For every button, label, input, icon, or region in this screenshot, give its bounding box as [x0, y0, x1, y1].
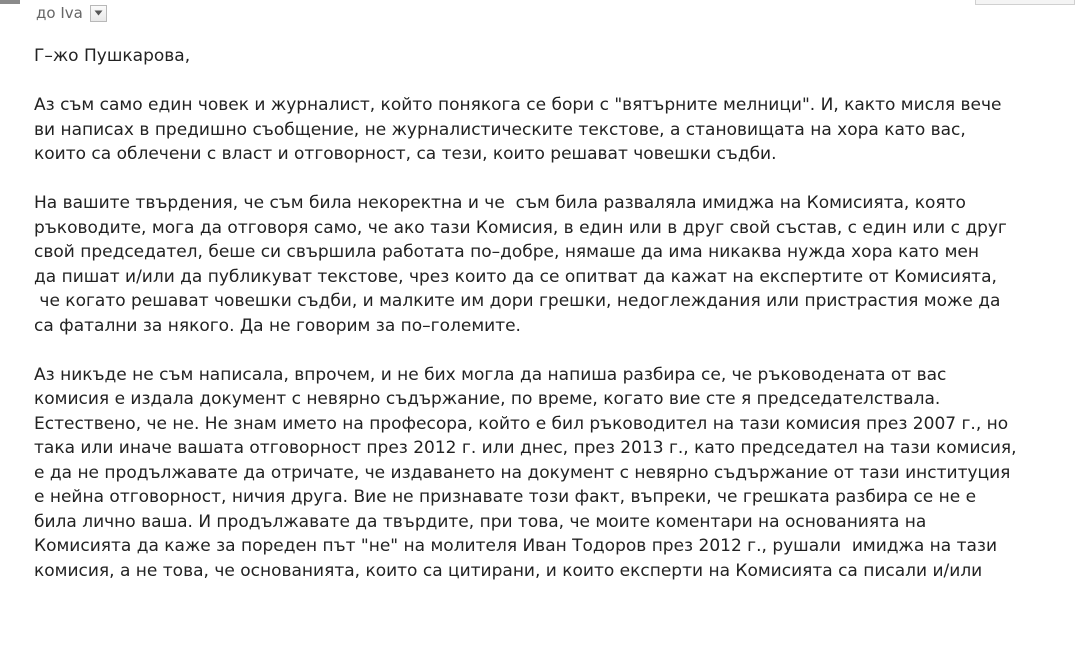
message-paragraph: [34, 93, 1064, 167]
sender-avatar: [0, 0, 20, 4]
message-paragraph: [34, 363, 1064, 584]
recipient-details-button[interactable]: [90, 5, 107, 22]
paragraph-line: са фатални за някого. Да не говорим за по–големите.: [34, 315, 521, 336]
paragraph-line: Комисията да каже за пореден път "не" на молителя Иван Тодоров през 2012 г., рушали имиджа на тази: [34, 536, 998, 556]
paragraph-line: че когато решават човешки съдби, и малките им дори грешки, недоглеждания или пристрастия може да: [34, 291, 1001, 311]
paragraph-line: била лично ваша. И продължавате да твърдите, при това, че моите коментари на основанията на: [34, 511, 927, 532]
paragraph-line: ръководите, мога да отговоря само, че ако тази Комисия, в един или в друг свой състав, с един или с друг: [34, 217, 1007, 238]
paragraph-line: е нейна отговорност, ничия друга. Вие не признавате този факт, въпреки, че грешката разбира се не е: [34, 487, 977, 507]
paragraph-line: така или иначе вашата отговорност през 2012 г. или днес, през 2013 г., като председател на тази комисия,: [34, 438, 1017, 458]
paragraph-line: ви написах в предишно съобщение, не журналистическите текстове, а становищата на хора като вас,: [34, 119, 966, 140]
message-body: [34, 44, 1064, 608]
chevron-down-icon: [94, 10, 103, 16]
paragraph-line: комисия е издала документ с невярно съдържание, по време, когато вие сте я председателствала.: [34, 389, 941, 409]
paragraph-line: свой председател, беше си свършила работата по–добре, нямаше да има никаква нужда хора като мен: [34, 242, 979, 262]
paragraph-line: Аз никъде не съм написала, впрочем, и не бих могла да напиша разбира се, че ръководената от вас: [34, 364, 947, 385]
paragraph-line: На вашите твърдения, че съм била некоректна и че съм била разваляла имиджа на Комисията, която: [34, 193, 966, 213]
paragraph-line: Аз съм само един човек и журналист, който понякога се бори с "вятърните мелници". И, както мисля вече: [34, 95, 1002, 115]
paragraph-line: които са облечени с власт и отговорност, са тези, които решават човешки съдби.: [34, 144, 777, 164]
paragraph-line: Естествено, че не. Не знам името на професора, който е бил ръководител на тази комисия през 2007 г., но: [34, 413, 1009, 434]
toolbar-edge: [975, 0, 1075, 5]
recipient-row: [36, 2, 107, 24]
message-greeting: Г–жо Пушкарова,: [34, 46, 191, 66]
paragraph-line: е да не продължавате да отричате, че издаването на документ с невярно съдържание от тази институция: [34, 462, 1011, 483]
paragraph-line: комисия, а не това, че основанията, които са цитирани, и които експерти на Комисията са писали и/или: [34, 560, 983, 581]
message-paragraph: [34, 191, 1064, 338]
recipient-label: до Iva: [36, 4, 83, 22]
paragraph-line: да пишат и/или да публикуват текстове, чрез които да се опитват да кажат на експертите от Комисията,: [34, 266, 997, 287]
